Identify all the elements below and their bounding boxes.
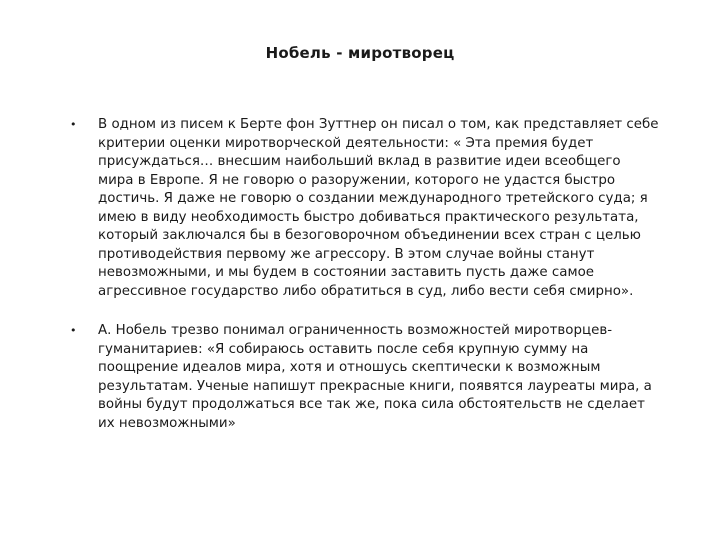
bullet-list: [60, 116, 660, 433]
bullet-text: В одном из писем к Берте фон Зуттнер он писал о том, как представляет себе критерии оценки миротворческой деятельности: « Эта премия будет присуждаться… внесшим наибольший вклад в развитие идеи всеобщего мира в Европе. Я не говорю о разоружении, которого не удастся быстро достичь. Я даже не говорю о создании международного третейского суда; я имею в виду необходимость быстро добиваться практического результата, который заключался бы в безоговорочном объединении всех стран с целью противодействия первому же агрессору. В этом случае войны станут невозможными, и мы будем в состоянии заставить пусть даже самое агрессивное государство либо обратиться в суд, либо вести себя смирно».: [98, 117, 659, 299]
bullet-text: А. Нобель трезво понимал ограниченность возможностей миротворцев-гуманитариев: «Я собираюсь оставить после себя крупную сумму на поощрение идеалов мира, хотя и отношусь скептически к возможным результатам. Ученые напишут прекрасные книги, появятся лауреаты мира, а войны будут продолжаться все так же, пока сила обстоятельств не сделает их невозможными»: [98, 323, 652, 431]
bullet-item: [60, 322, 660, 433]
slide-title: Нобель - миротворец: [265, 44, 455, 62]
bullet-item: [60, 116, 660, 301]
bullet-icon: •: [70, 118, 77, 131]
bullet-icon: •: [70, 324, 77, 337]
